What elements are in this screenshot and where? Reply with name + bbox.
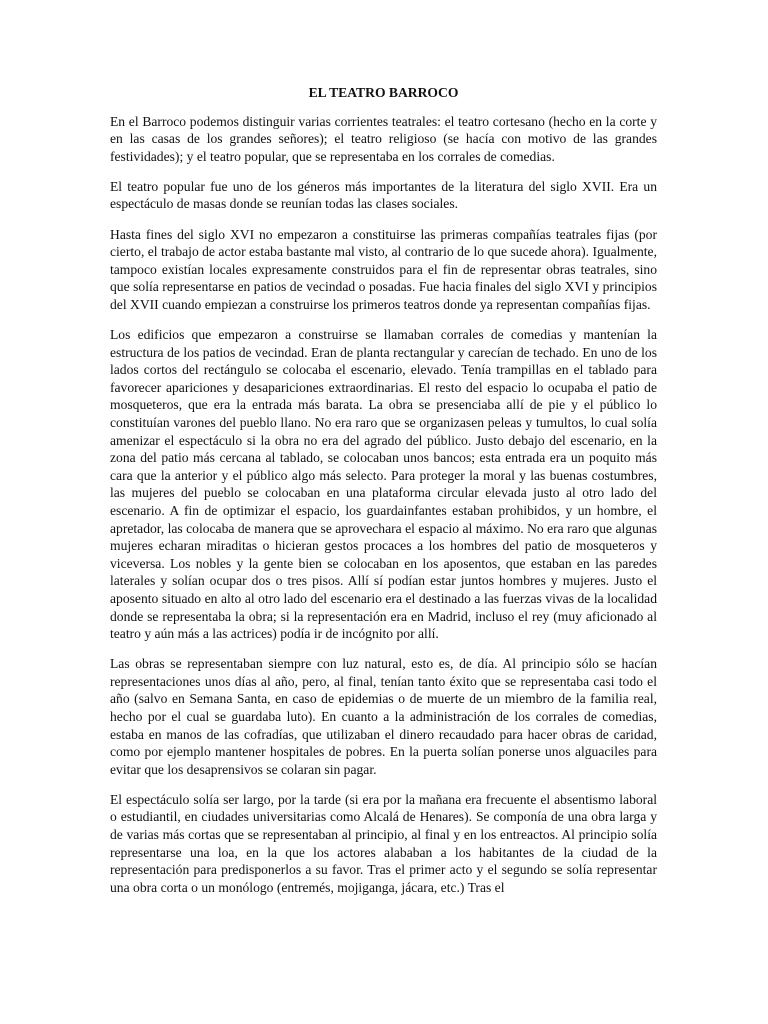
paragraph-popular-theatre: El teatro popular fue uno de los géneros más importantes de la literatura del siglo XVII. Era un espectáculo de masas donde se reunían todas las clases sociales. — [110, 178, 657, 212]
document-title: EL TEATRO BARROCO — [308, 85, 459, 100]
paragraph-companies: Hasta fines del siglo XVI no empezaron a constituirse las primeras compañías teatrales fijas (por cierto, el trabajo de actor estaba bastante mal visto, al contrario de lo que sucede ahora). Igualmente, tampoco existían locales expresamente construidos para el fin de representar obras teatrales, sino que solía representarse en patios de vecindad o posadas. Fue hacia finales del siglo XVI y principios del XVII cuando empiezan a construirse los primeros teatros donde ya representan compañías fijas. — [110, 226, 657, 312]
document-page — [110, 84, 657, 909]
paragraph-performances: Las obras se representaban siempre con luz natural, esto es, de día. Al principio sólo se hacían representaciones unos días al año, pero, al final, tenían tanto éxito que se representaba casi todo el año (salvo en Semana Santa, en caso de epidemias o de muerte de un miembro de la familia real, hecho por el cual se guardaba luto). En cuanto a la administración de los corrales de comedias, estaba en manos de las cofradías, que utilizaban el dinero recaudado para hacer obras de caridad, como por ejemplo mantener hospitales de pobres. En la puerta solían ponerse unos alguaciles para evitar que los desaprensivos se colaran sin pagar. — [110, 656, 657, 777]
paragraph-spectacle: El espectáculo solía ser largo, por la tarde (si era por la mañana era frecuente el absentismo laboral o estudiantil, en ciudades universitarias como Alcalá de Henares). Se componía de una obra larga y de varias más cortas que se representaban al principio, al final y en los entreactos. Al principio solía representarse una loa, en la que los actores alababan a los habitantes de la ciudad de la representación para predisponerlos a su favor. Tras el primer acto y el segundo se solía representar una obra corta o un monólogo (entremés, mojiganga, jácara, etc.) Tras el — [110, 791, 657, 895]
paragraph-corrales: Los edificios que empezaron a construirse se llamaban corrales de comedias y mantenían la estructura de los patios de vecindad. Eran de planta rectangular y carecían de techado. En uno de los lados cortos del rectángulo se colocaba el escenario, elevado. Tenía trampillas en el tablado para favorecer apariciones y desapariciones extraordinarias. El resto del espacio lo ocupaba el patio de mosqueteros, que era la entrada más barata. La obra se presenciaba allí de pie y el público lo constituían varones del pueblo llano. No era raro que se organizasen peleas y tumultos, lo cual solía amenizar el espectáculo si la obra no era del agrado del público. Justo debajo del escenario, en la zona del patio más cercana al tablado, se colocaban unos bancos; esta entrada era un poquito más cara que la anterior y el público algo más selecto. Para proteger la moral y las buenas costumbres, las mujeres del pueblo se colocaban en una plataforma circular elevada justo al otro lado del escenario. A fin de optimizar el espacio, los guardainfantes estaban prohibidos, y un hombre, el apretador, las colocaba de manera que se aprovechara el espacio al máximo. No era raro que algunas mujeres echaran miraditas o hicieran gestos procaces a los hombres del patio de mosqueteros y viceversa. Los nobles y la gente bien se colocaban en los aposentos, que estaban en las paredes laterales y solían ocupar dos o tres pisos. Allí sí podían estar juntos hombres y mujeres. Justo el aposento situado en alto al otro lado del escenario era el destinado a las fuerzas vivas de la localidad donde se representaba la obra; si la representación era en Madrid, incluso el rey (muy aficionado al teatro y aún más a las actrices) podía ir de incógnito por allí. — [110, 327, 657, 642]
paragraph-intro: En el Barroco podemos distinguir varias corrientes teatrales: el teatro cortesano (hecho en la corte y en las casas de los grandes señores); el teatro religioso (se hacía con motivo de las grandes festividades); y el teatro popular, que se representaba en los corrales de comedias. — [110, 113, 657, 164]
